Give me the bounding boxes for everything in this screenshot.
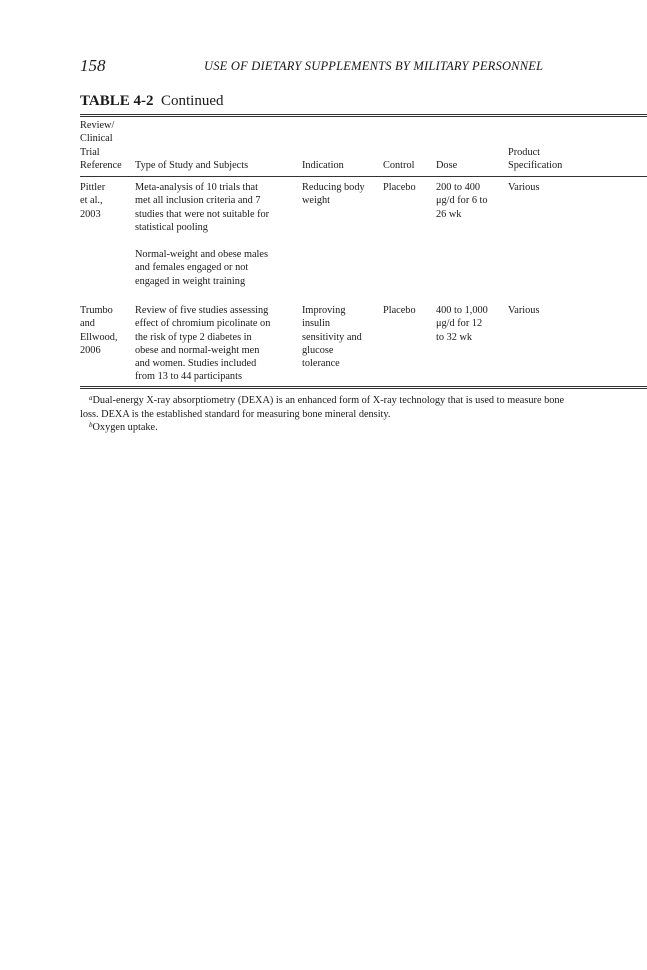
cell-type: Review of five studies assessing effect of chromium picolinate on the risk of type 2 diabetes in obese and normal-weight men and women. Studies included from 13 to 44 participants [135,305,271,383]
cell-indication: Reducing body weight [302,182,365,207]
cell-indication: Improving insulin sensitivity and glucose tolerance [302,305,362,370]
footnote-marker: b [89,421,93,429]
cell-reference: Pittler et al., 2003 [80,182,106,220]
footnote-text: Oxygen uptake. [92,422,158,433]
cell-control: Placebo [383,182,416,193]
running-head: USE OF DIETARY SUPPLEMENTS BY MILITARY PERSONNEL [204,59,544,73]
footnote-a [80,392,580,421]
header-indication: Indication [302,160,344,171]
table-title [80,93,223,110]
page-number: 158 [80,56,106,75]
cell-reference: Trumbo and Ellwood, 2006 [80,305,118,356]
footnote-b [80,419,580,435]
cell-spec: Various [508,305,540,316]
header-rule [80,176,647,177]
table-bottom-rule [80,386,647,389]
cell-spec: Various [508,182,540,193]
cell-dose: 200 to 400 μg/d for 6 to 26 wk [436,182,488,220]
table-caption: Continued [160,93,224,109]
footnote-marker: a [89,394,93,402]
header-reference: Review/ Clinical Trial Reference [80,120,122,171]
cell-type-subjects: Normal-weight and obese males and females engaged or not engaged in weight training [135,249,268,287]
table-top-rule [80,114,647,117]
header-spec: Product Specification [508,147,563,172]
header-control: Control [383,160,415,171]
table-label: TABLE 4-2 [80,93,154,109]
cell-type: Meta-analysis of 10 trials that met all inclusion criteria and 7 studies that were not suitable for statistical pooling [135,182,270,233]
header-type: Type of Study and Subjects [135,160,249,171]
cell-dose: 400 to 1,000 μg/d for 12 to 32 wk [436,305,488,343]
footnote-text: Dual-energy X-ray absorptiometry (DEXA) is an enhanced form of X-ray technology that is used to measure bone loss. DEXA is the established standard for measuring bone mineral density. [80,395,565,420]
cell-control: Placebo [383,305,416,316]
header-dose: Dose [436,160,458,171]
